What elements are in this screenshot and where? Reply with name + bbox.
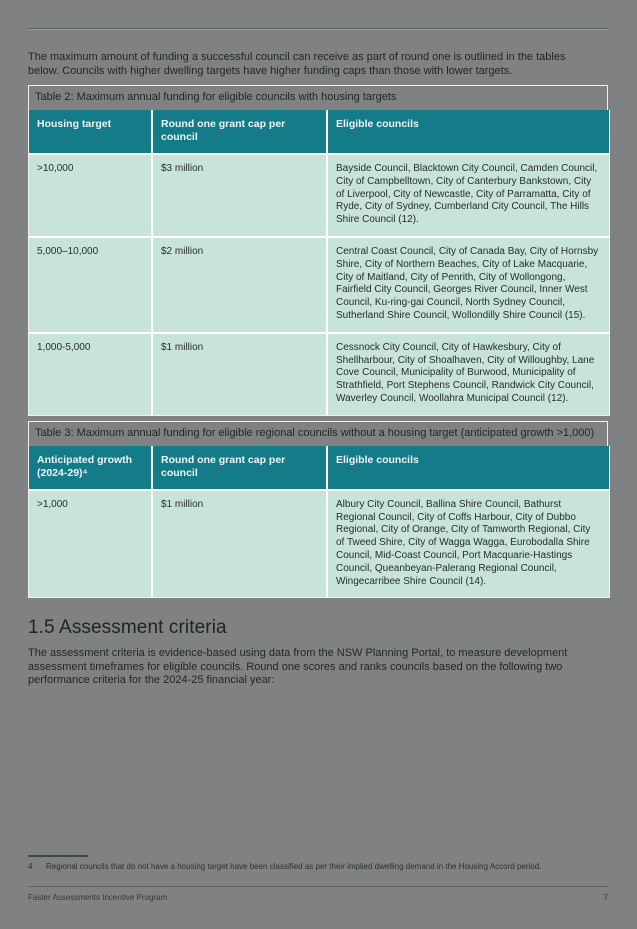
table-3-caption: Table 3: Maximum annual funding for eligible regional councils without a housing target (anticipated growth >1,000) (28, 421, 608, 446)
cell-housing-target: 5,000–10,000 (29, 238, 153, 334)
table-3-header-anticipated-growth: Anticipated growth (2024-29)⁴ (29, 446, 153, 491)
table-3-header-row (29, 446, 609, 491)
footnote (28, 855, 608, 873)
table-3-header-grant-cap: Round one grant cap per council (153, 446, 328, 491)
cell-grant-cap: $1 million (153, 334, 328, 415)
cell-eligible-councils: Bayside Council, Blacktown City Council, Camden Council, City of Campbelltown, City of Canterbury Bankstown, City of Liverpool, City of Newcastle, City of Parramatta, City of Ryde, City of Sydney, Cumberland City Council, The Hills Shire Council (12). (328, 155, 609, 238)
cell-grant-cap: $2 million (153, 238, 328, 334)
cell-housing-target: >10,000 (29, 155, 153, 238)
footnote-marker: 4 (28, 862, 33, 871)
table-2-header-grant-cap: Round one grant cap per council (153, 110, 328, 155)
intro-paragraph: The maximum amount of funding a successful council can receive as part of round one is outlined in the tables below. Councils with higher dwelling targets have higher funding caps than those with lower targets. (28, 51, 566, 77)
cell-grant-cap: $3 million (153, 155, 328, 238)
table-3 (28, 421, 608, 599)
table-3-header-eligible-councils: Eligible councils (328, 446, 609, 491)
cell-grant-cap: $1 million (153, 491, 328, 598)
cell-eligible-councils: Cessnock City Council, City of Hawkesbury, City of Shellharbour, City of Shoalhaven, City of Willoughby, Lane Cove Council, Municipality of Burwood, Municipality of Strathfield, Port Stephens Council, Randwick City Council, Waverley Council, Woollahra Municipal Council (12). (328, 334, 609, 415)
footer-rule (28, 886, 608, 887)
page-top-rule (28, 28, 608, 30)
section-heading: 1.5 Assessment criteria (28, 617, 227, 639)
table-row (29, 238, 609, 334)
footnote-rule (28, 855, 88, 857)
table-2-caption: Table 2: Maximum annual funding for eligible councils with housing targets (28, 85, 608, 110)
table-3-grid (28, 446, 610, 599)
cell-anticipated-growth: >1,000 (29, 491, 153, 598)
cell-housing-target: 1,000-5,000 (29, 334, 153, 415)
table-2-header-eligible-councils: Eligible councils (328, 110, 609, 155)
cell-eligible-councils: Albury City Council, Ballina Shire Council, Bathurst Regional Council, City of Coffs Harbour, City of Dubbo Regional, City of Orange, City of Tamworth Regional, City of Tweed Shire, City of Wagga Wagga, Eurobodalla Shire Council, Mid-Coast Council, Port Macquarie-Hastings Council, Queanbeyan-Palerang Regional Council, Wingecarribee Shire Council (14). (328, 491, 609, 598)
document-page (0, 28, 637, 929)
table-2 (28, 85, 608, 416)
page-number: 7 (603, 893, 608, 902)
table-row (29, 155, 609, 238)
table-2-header-housing-target: Housing target (29, 110, 153, 155)
section-paragraph: The assessment criteria is evidence-based using data from the NSW Planning Portal, to measure development assessment timeframes for eligible councils. Round one scores and ranks councils based on the following two performance criteria for the 2024-25 financial year: (28, 647, 568, 687)
cell-eligible-councils: Central Coast Council, City of Canada Bay, City of Hornsby Shire, City of Northern Beaches, City of Lake Macquarie, City of Maitland, City of Penrith, City of Wollongong, Fairfield City Council, Georges River Council, Inner West Council, Ku-ring-gai Council, North Sydney Council, Sutherland Shire Council, Wollondilly Shire Council (15). (328, 238, 609, 334)
table-2-grid (28, 110, 610, 416)
footnote-text: Regional councils that do not have a housing target have been classified as per their implied dwelling demand in the Housing Accord period. (46, 862, 542, 871)
footer-document-title: Faster Assessments Incentive Program (28, 893, 168, 902)
table-2-header-row (29, 110, 609, 155)
table-row (29, 491, 609, 598)
page-footer (28, 886, 608, 902)
table-row (29, 334, 609, 415)
